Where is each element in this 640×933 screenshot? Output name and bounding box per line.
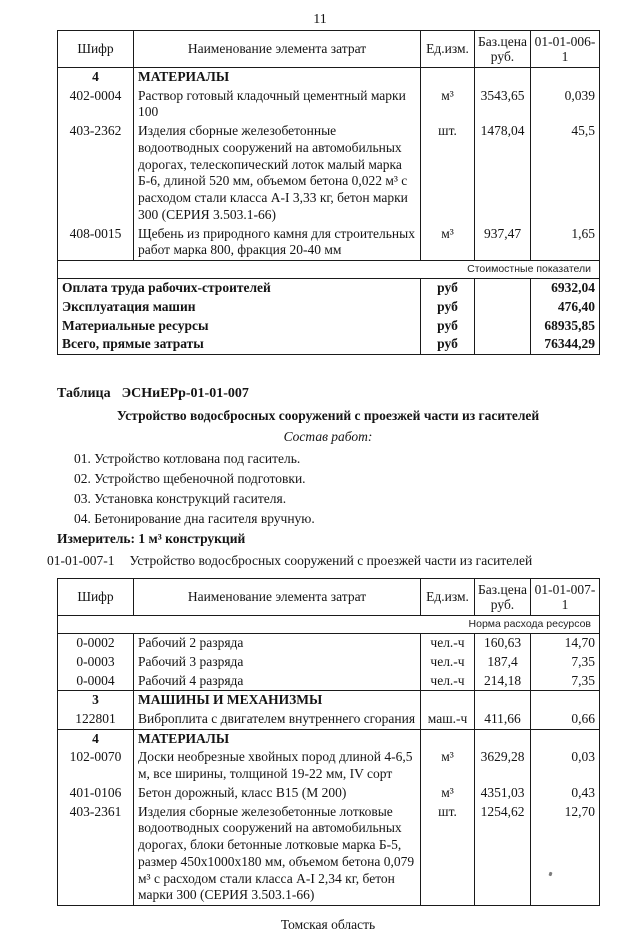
summary-row	[58, 317, 600, 336]
code-cell: 122801	[58, 710, 134, 729]
unit-cell: м³	[421, 748, 475, 783]
table-row	[58, 68, 600, 87]
work-item: 01. Устройство котлована под гаситель.	[74, 451, 301, 467]
cost-table-006	[57, 30, 600, 355]
summary-empty-cell	[475, 317, 531, 336]
price-cell: 1254,62	[475, 803, 531, 906]
table2-body	[58, 634, 600, 906]
name-cell: Изделия сборные железобетонные лотковые водоотводных сооружений на автомобильных дорогах, блоки бетонные лотковые марка Б-5, размер 450х1000х180 мм, объемом бетона 0,079 м³ с расходом стали класса А-I 2,34 кг, бетон марки 300 (СЕРИЯ 3.503.1-66)	[134, 803, 421, 906]
name-cell: МАТЕРИАЛЫ	[134, 729, 421, 748]
price-cell	[475, 68, 531, 87]
code-cell: 0-0002	[58, 634, 134, 653]
code-cell: 401-0106	[58, 784, 134, 803]
name-cell: Изделия сборные железобетонные водоотводных сооружений на автомобильных дорогах, телескопический лоток малый марка Б-6, длиной 520 мм, объемом бетона 0,022 м³ с расходом стали класса А-I 3,33 кг, бетон марки 300 (СЕРИЯ 3.503.1-66)	[134, 122, 421, 224]
code-cell: 0-0004	[58, 672, 134, 691]
table-row	[58, 225, 600, 261]
code-cell: 4	[58, 729, 134, 748]
work-item: 03. Установка конструкций гасителя.	[74, 491, 287, 507]
header-cell-unit: Ед.изм.	[421, 31, 475, 68]
table2-header	[58, 579, 600, 616]
code-cell: 102-0070	[58, 748, 134, 783]
table-row	[58, 653, 600, 672]
resource-rate-band	[58, 616, 600, 634]
code-cell: 3	[58, 691, 134, 710]
resource-rate-label: Норма расхода ресурсов	[58, 616, 600, 634]
page-number: 11	[313, 12, 327, 27]
name-cell: Бетон дорожный, класс В15 (М 200)	[134, 784, 421, 803]
value-cell: 12,70	[531, 803, 600, 906]
summary-row	[58, 279, 600, 298]
value-cell: 0,43	[531, 784, 600, 803]
summary-value-cell: 68935,85	[531, 317, 600, 336]
price-cell: 411,66	[475, 710, 531, 729]
value-cell	[531, 691, 600, 710]
unit-cell: шт.	[421, 122, 475, 224]
table-row	[58, 748, 600, 783]
summary-unit-cell: руб	[421, 279, 475, 298]
unit-cell: м³	[421, 784, 475, 803]
value-cell	[531, 729, 600, 748]
value-cell: 1,65	[531, 225, 600, 261]
code-cell: 403-2361	[58, 803, 134, 906]
price-cell: 187,4	[475, 653, 531, 672]
unit-cell	[421, 68, 475, 87]
value-cell: 0,039	[531, 87, 600, 122]
value-cell: 45,5	[531, 122, 600, 224]
header-cell-norm: 01-01-006-1	[531, 31, 600, 68]
name-cell: Доски необрезные хвойных пород длиной 4-6,5 м, все ширины, толщиной 19-22 мм, IV сорт	[134, 748, 421, 783]
header-cell-name: Наименование элемента затрат	[134, 31, 421, 68]
table-row	[58, 87, 600, 122]
unit-cell: чел.-ч	[421, 672, 475, 691]
cost-table-007	[57, 578, 600, 906]
work-item: 02. Устройство щебеночной подготовки.	[74, 471, 306, 487]
value-cell: 0,66	[531, 710, 600, 729]
name-cell: МАТЕРИАЛЫ	[134, 68, 421, 87]
section-title: Устройство водосбросных сооружений с проезжей части из гасителей	[116, 408, 540, 424]
code-cell: 4	[58, 68, 134, 87]
unit-cell	[421, 691, 475, 710]
unit-cell	[421, 729, 475, 748]
table-row	[58, 784, 600, 803]
page-content	[47, 30, 599, 933]
work-item: 04. Бетонирование дна гасителя вручную.	[74, 511, 315, 527]
table-row	[58, 634, 600, 653]
table-caption-label: Таблица	[57, 386, 111, 402]
table1-body	[58, 68, 600, 261]
header-cell-price: Баз.цена руб.	[475, 579, 531, 616]
price-cell	[475, 729, 531, 748]
price-cell: 3629,28	[475, 748, 531, 783]
price-cell: 160,63	[475, 634, 531, 653]
table-row	[58, 672, 600, 691]
norm-ref-code: 01-01-007-1	[47, 553, 115, 569]
summary-value-cell: 6932,04	[531, 279, 600, 298]
summary-empty-cell	[475, 335, 531, 354]
unit-cell: м³	[421, 87, 475, 122]
code-cell: 408-0015	[58, 225, 134, 261]
code-cell: 403-2362	[58, 122, 134, 224]
summary-row	[58, 298, 600, 317]
price-cell	[475, 691, 531, 710]
header-cell-code: Шифр	[58, 579, 134, 616]
summary-value-cell: 476,40	[531, 298, 600, 317]
summary-label-cell: Эксплуатация машин	[58, 298, 421, 317]
cost-indicators-label: Стоимостные показатели	[58, 261, 600, 279]
region-footer: Томская область	[280, 917, 376, 933]
summary-unit-cell: руб	[421, 335, 475, 354]
code-cell: 0-0003	[58, 653, 134, 672]
works-list	[57, 451, 599, 527]
table-row	[58, 729, 600, 748]
unit-cell: м³	[421, 225, 475, 261]
name-cell: Щебень из природного камня для строительных работ марка 800, фракция 20-40 мм	[134, 225, 421, 261]
unit-cell: маш.-ч	[421, 710, 475, 729]
summary-label-cell: Всего, прямые затраты	[58, 335, 421, 354]
price-cell: 4351,03	[475, 784, 531, 803]
table-row	[58, 710, 600, 729]
name-cell: Раствор готовый кладочный цементный марки 100	[134, 87, 421, 122]
name-cell: Рабочий 4 разряда	[134, 672, 421, 691]
summary-empty-cell	[475, 298, 531, 317]
table-caption-code: ЭСНиЕРр-01-01-007	[121, 386, 249, 402]
summary-unit-cell: руб	[421, 317, 475, 336]
price-cell: 214,18	[475, 672, 531, 691]
norm-ref-title: Устройство водосбросных сооружений с проезжей части из гасителей	[129, 553, 533, 569]
summary-label-cell: Оплата труда рабочих-строителей	[58, 279, 421, 298]
unit-cell: чел.-ч	[421, 634, 475, 653]
value-cell	[531, 68, 600, 87]
norm-ref-line	[47, 553, 599, 569]
header-cell-code: Шифр	[58, 31, 134, 68]
summary-value-cell: 76344,29	[531, 335, 600, 354]
header-cell-name: Наименование элемента затрат	[134, 579, 421, 616]
table-row	[58, 803, 600, 906]
table-row	[58, 691, 600, 710]
value-cell: 0,03	[531, 748, 600, 783]
unit-cell: чел.-ч	[421, 653, 475, 672]
summary-unit-cell: руб	[421, 298, 475, 317]
price-cell: 3543,65	[475, 87, 531, 122]
value-cell: 7,35	[531, 653, 600, 672]
value-cell: 14,70	[531, 634, 600, 653]
header-cell-unit: Ед.изм.	[421, 579, 475, 616]
name-cell: Рабочий 3 разряда	[134, 653, 421, 672]
name-cell: Виброплита с двигателем внутреннего сгорания	[134, 710, 421, 729]
measure-line: Измеритель: 1 м³ конструкций	[57, 531, 246, 547]
header-cell-price: Баз.цена руб.	[475, 31, 531, 68]
cost-indicators-band	[58, 261, 600, 279]
table1-header	[58, 31, 600, 68]
name-cell: МАШИНЫ И МЕХАНИЗМЫ	[134, 691, 421, 710]
unit-cell: шт.	[421, 803, 475, 906]
price-cell: 937,47	[475, 225, 531, 261]
summary-label-cell: Материальные ресурсы	[58, 317, 421, 336]
table-row	[58, 122, 600, 224]
table-caption	[57, 386, 599, 402]
price-cell: 1478,04	[475, 122, 531, 224]
summary-empty-cell	[475, 279, 531, 298]
code-cell: 402-0004	[58, 87, 134, 122]
name-cell: Рабочий 2 разряда	[134, 634, 421, 653]
value-cell: 7,35	[531, 672, 600, 691]
table1-summary	[58, 279, 600, 355]
works-heading: Состав работ:	[283, 429, 373, 445]
summary-row	[58, 335, 600, 354]
header-cell-norm: 01-01-007-1	[531, 579, 600, 616]
